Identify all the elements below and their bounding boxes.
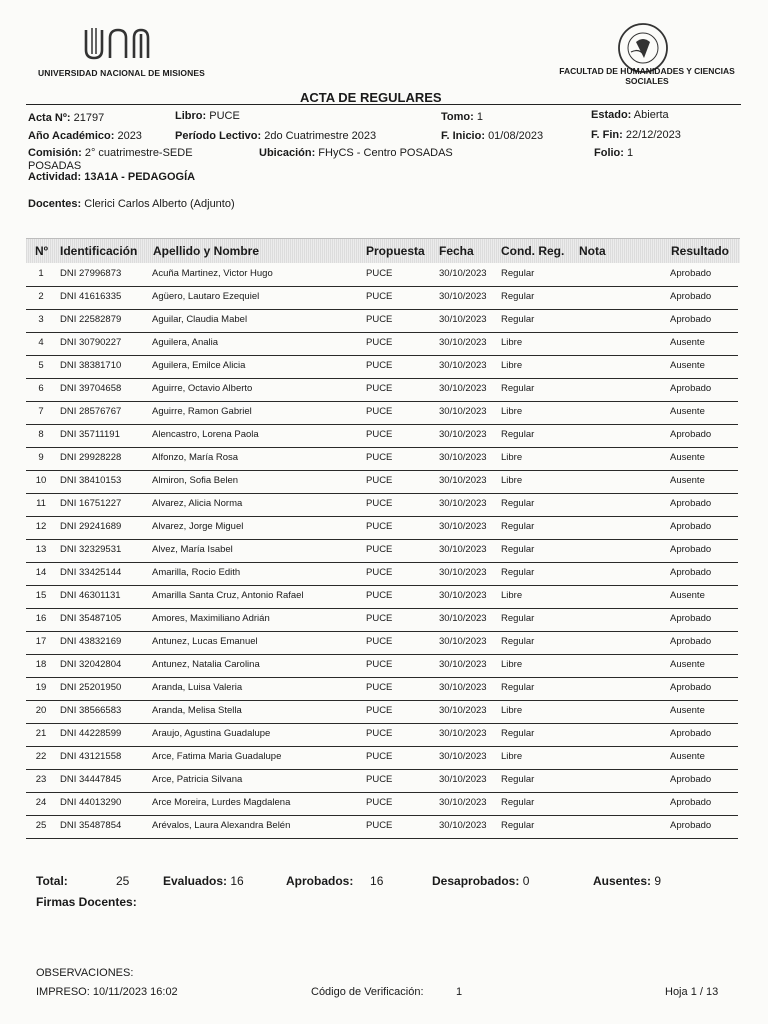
docentes: Docentes: Clerici Carlos Alberto (Adjunto) — [28, 198, 235, 210]
observaciones: OBSERVACIONES: — [36, 967, 134, 979]
row-resultado: Ausente — [670, 751, 705, 762]
row-propuesta: PUCE — [366, 590, 393, 601]
row-identificacion: DNI 30790227 — [60, 337, 122, 348]
row-fecha: 30/10/2023 — [439, 337, 487, 348]
col-header-condicion: Cond. Reg. — [501, 244, 565, 258]
row-condicion: Regular — [501, 521, 535, 532]
row-number: 20 — [35, 705, 47, 716]
row-nombre: Amarilla Santa Cruz, Antonio Rafael — [152, 590, 304, 601]
row-number: 17 — [35, 636, 47, 647]
row-number: 14 — [35, 567, 47, 578]
row-resultado: Aprobado — [670, 544, 712, 555]
row-propuesta: PUCE — [366, 567, 393, 578]
row-nombre: Aguirre, Ramon Gabriel — [152, 406, 252, 417]
row-propuesta: PUCE — [366, 774, 393, 785]
row-condicion: Regular — [501, 636, 535, 647]
row-condicion: Libre — [501, 452, 523, 463]
col-header-fecha: Fecha — [439, 244, 474, 258]
row-resultado: Aprobado — [670, 314, 712, 325]
row-fecha: 30/10/2023 — [439, 544, 487, 555]
anio-academico: Año Académico: 2023 — [28, 130, 142, 142]
row-identificacion: DNI 41616335 — [60, 291, 122, 302]
impreso: IMPRESO: 10/11/2023 16:02 — [36, 986, 178, 998]
row-nombre: Aguilar, Claudia Mabel — [152, 314, 248, 325]
col-header-propuesta: Propuesta — [366, 244, 425, 258]
row-identificacion: DNI 43832169 — [60, 636, 122, 647]
table-row — [26, 654, 738, 678]
row-nombre: Amores, Maximiliano Adrián — [152, 613, 270, 624]
row-identificacion: DNI 22582879 — [60, 314, 122, 325]
row-identificacion: DNI 35711191 — [60, 429, 120, 440]
row-resultado: Aprobado — [670, 429, 712, 440]
col-header-numero: Nº — [35, 244, 49, 258]
row-fecha: 30/10/2023 — [439, 452, 487, 463]
row-fecha: 30/10/2023 — [439, 636, 487, 647]
comision: Comisión: 2° cuatrimestre-SEDE — [28, 147, 193, 159]
row-resultado: Aprobado — [670, 728, 712, 739]
hoja: Hoja 1 / 13 — [665, 986, 719, 998]
col-header-nota: Nota — [579, 244, 606, 258]
desaprobados: Desaprobados: 0 — [432, 874, 530, 888]
row-propuesta: PUCE — [366, 544, 393, 555]
row-nombre: Alvez, María Isabel — [152, 544, 233, 555]
row-number: 5 — [38, 360, 44, 371]
fecha-fin: F. Fin: 22/12/2023 — [591, 129, 681, 141]
row-fecha: 30/10/2023 — [439, 406, 487, 417]
row-nombre: Acuña Martinez, Victor Hugo — [152, 268, 273, 279]
row-resultado: Aprobado — [670, 797, 712, 808]
row-nombre: Aranda, Luisa Valeria — [152, 682, 243, 693]
table-row — [26, 424, 738, 448]
table-row — [26, 677, 738, 701]
table-row — [26, 378, 738, 402]
col-header-resultado: Resultado — [671, 244, 730, 258]
row-number: 10 — [35, 475, 47, 486]
table-row — [26, 700, 738, 724]
row-fecha: 30/10/2023 — [439, 728, 487, 739]
row-propuesta: PUCE — [366, 360, 393, 371]
row-condicion: Regular — [501, 383, 535, 394]
row-number: 24 — [35, 797, 47, 808]
row-nombre: Aguilera, Analia — [152, 337, 219, 348]
document-title: ACTA DE REGULARES — [300, 90, 442, 105]
comision-cont: POSADAS — [28, 160, 82, 172]
row-number: 22 — [35, 751, 47, 762]
row-identificacion: DNI 38566583 — [60, 705, 122, 716]
row-resultado: Aprobado — [670, 291, 712, 302]
row-fecha: 30/10/2023 — [439, 291, 487, 302]
row-propuesta: PUCE — [366, 636, 393, 647]
row-propuesta: PUCE — [366, 682, 393, 693]
row-resultado: Ausente — [670, 452, 705, 463]
row-identificacion: DNI 38381710 — [60, 360, 122, 371]
row-condicion: Regular — [501, 774, 535, 785]
row-identificacion: DNI 16751227 — [60, 498, 122, 509]
row-resultado: Ausente — [670, 590, 705, 601]
table-row — [26, 792, 738, 816]
row-nombre: Alvarez, Alicia Norma — [152, 498, 243, 509]
row-fecha: 30/10/2023 — [439, 659, 487, 670]
row-number: 15 — [35, 590, 47, 601]
row-identificacion: DNI 44228599 — [60, 728, 122, 739]
university-name: UNIVERSIDAD NACIONAL DE MISIONES — [38, 68, 205, 78]
row-identificacion: DNI 29928228 — [60, 452, 122, 463]
row-number: 11 — [36, 498, 46, 509]
row-identificacion: DNI 33425144 — [60, 567, 122, 578]
table-row — [26, 263, 738, 287]
row-condicion: Regular — [501, 613, 535, 624]
folio: Folio: 1 — [594, 147, 634, 159]
table-row — [26, 585, 738, 609]
row-nombre: Arce, Fatima Maria Guadalupe — [152, 751, 282, 762]
row-propuesta: PUCE — [366, 705, 393, 716]
row-propuesta: PUCE — [366, 429, 393, 440]
row-propuesta: PUCE — [366, 820, 393, 831]
row-condicion: Libre — [501, 659, 523, 670]
row-identificacion: DNI 35487105 — [60, 613, 122, 624]
row-propuesta: PUCE — [366, 314, 393, 325]
row-nombre: Arce Moreira, Lurdes Magdalena — [152, 797, 291, 808]
row-number: 1 — [38, 268, 44, 279]
row-fecha: 30/10/2023 — [439, 314, 487, 325]
row-resultado: Aprobado — [670, 383, 712, 394]
row-number: 13 — [35, 544, 47, 555]
col-header-identificacion: Identificación — [60, 244, 138, 258]
row-condicion: Regular — [501, 544, 535, 555]
estado: Estado: Abierta — [591, 109, 669, 121]
ubicacion: Ubicación: FHyCS - Centro POSADAS — [259, 147, 453, 159]
row-identificacion: DNI 32329531 — [60, 544, 122, 555]
row-identificacion: DNI 27996873 — [60, 268, 122, 279]
row-fecha: 30/10/2023 — [439, 774, 487, 785]
row-condicion: Libre — [501, 590, 523, 601]
table-row — [26, 401, 738, 425]
row-fecha: 30/10/2023 — [439, 268, 487, 279]
row-fecha: 30/10/2023 — [439, 360, 487, 371]
table-row — [26, 493, 738, 517]
row-fecha: 30/10/2023 — [439, 567, 487, 578]
table-row — [26, 746, 738, 770]
row-resultado: Aprobado — [670, 613, 712, 624]
row-condicion: Regular — [501, 820, 535, 831]
row-condicion: Regular — [501, 268, 535, 279]
header-divider — [26, 104, 741, 105]
row-resultado: Aprobado — [670, 636, 712, 647]
row-condicion: Libre — [501, 406, 523, 417]
row-identificacion: DNI 35487854 — [60, 820, 122, 831]
row-number: 3 — [38, 314, 44, 325]
row-condicion: Regular — [501, 291, 535, 302]
row-fecha: 30/10/2023 — [439, 820, 487, 831]
fecha-inicio: F. Inicio: 01/08/2023 — [441, 130, 544, 142]
row-propuesta: PUCE — [366, 498, 393, 509]
unam-logo-icon — [80, 24, 160, 64]
row-propuesta: PUCE — [366, 475, 393, 486]
row-resultado: Ausente — [670, 406, 705, 417]
row-fecha: 30/10/2023 — [439, 429, 487, 440]
table-row — [26, 539, 738, 563]
row-number: 4 — [38, 337, 44, 348]
table-row — [26, 562, 738, 586]
row-propuesta: PUCE — [366, 452, 393, 463]
row-identificacion: DNI 38410153 — [60, 475, 122, 486]
libro: Libro: PUCE — [175, 110, 240, 122]
row-number: 9 — [38, 452, 44, 463]
table-row — [26, 355, 738, 379]
row-nombre: Arce, Patricia Silvana — [152, 774, 243, 785]
row-nombre: Agüero, Lautaro Ezequiel — [152, 291, 260, 302]
row-condicion: Regular — [501, 567, 535, 578]
table-row — [26, 608, 738, 632]
evaluados: Evaluados: 16 — [163, 874, 244, 888]
row-identificacion: DNI 34447845 — [60, 774, 122, 785]
row-condicion: Libre — [501, 751, 523, 762]
row-condicion: Libre — [501, 360, 523, 371]
row-fecha: 30/10/2023 — [439, 498, 487, 509]
row-nombre: Arévalos, Laura Alexandra Belén — [152, 820, 291, 831]
row-fecha: 30/10/2023 — [439, 797, 487, 808]
table-row — [26, 815, 738, 839]
row-resultado: Aprobado — [670, 682, 712, 693]
row-condicion: Regular — [501, 314, 535, 325]
row-resultado: Ausente — [670, 705, 705, 716]
row-propuesta: PUCE — [366, 659, 393, 670]
row-resultado: Aprobado — [670, 268, 712, 279]
table-row — [26, 631, 738, 655]
row-resultado: Aprobado — [670, 774, 712, 785]
row-nombre: Antunez, Lucas Emanuel — [152, 636, 258, 647]
row-identificacion: DNI 46301131 — [60, 590, 121, 601]
row-nombre: Araujo, Agustina Guadalupe — [152, 728, 271, 739]
row-fecha: 30/10/2023 — [439, 383, 487, 394]
row-condicion: Regular — [501, 797, 535, 808]
row-identificacion: DNI 29241689 — [60, 521, 122, 532]
row-identificacion: DNI 44013290 — [60, 797, 122, 808]
row-resultado: Ausente — [670, 659, 705, 670]
row-condicion: Libre — [501, 475, 523, 486]
row-fecha: 30/10/2023 — [439, 682, 487, 693]
table-row — [26, 309, 738, 333]
row-condicion: Regular — [501, 682, 535, 693]
row-resultado: Ausente — [670, 337, 705, 348]
row-identificacion: DNI 28576767 — [60, 406, 122, 417]
row-identificacion: DNI 25201950 — [60, 682, 122, 693]
row-fecha: 30/10/2023 — [439, 475, 487, 486]
row-resultado: Aprobado — [670, 498, 712, 509]
table-row — [26, 470, 738, 494]
row-resultado: Aprobado — [670, 521, 712, 532]
row-number: 18 — [35, 659, 47, 670]
row-propuesta: PUCE — [366, 521, 393, 532]
table-row — [26, 723, 738, 747]
faculty-name: FACULTAD DE HUMANIDADES Y CIENCIAS SOCIALES — [559, 66, 735, 86]
row-condicion: Libre — [501, 705, 523, 716]
row-number: 21 — [35, 728, 47, 739]
row-fecha: 30/10/2023 — [439, 590, 487, 601]
row-nombre: Alencastro, Lorena Paola — [152, 429, 259, 440]
table-row — [26, 516, 738, 540]
col-header-nombre: Apellido y Nombre — [153, 244, 260, 258]
row-nombre: Amarilla, Rocio Edith — [152, 567, 241, 578]
row-number: 12 — [35, 521, 47, 532]
row-nombre: Antunez, Natalia Carolina — [152, 659, 260, 670]
table-row — [26, 769, 738, 793]
row-number: 19 — [35, 682, 47, 693]
row-propuesta: PUCE — [366, 613, 393, 624]
row-condicion: Regular — [501, 429, 535, 440]
row-propuesta: PUCE — [366, 383, 393, 394]
row-number: 23 — [35, 774, 47, 785]
row-condicion: Regular — [501, 728, 535, 739]
row-resultado: Aprobado — [670, 820, 712, 831]
acta-number: Acta Nº: 21797 — [28, 112, 105, 124]
row-condicion: Libre — [501, 337, 523, 348]
row-propuesta: PUCE — [366, 406, 393, 417]
row-resultado: Ausente — [670, 360, 705, 371]
row-resultado: Ausente — [670, 475, 705, 486]
table-row — [26, 286, 738, 310]
firmas-docentes: Firmas Docentes: — [36, 895, 137, 909]
row-identificacion: DNI 32042804 — [60, 659, 122, 670]
row-propuesta: PUCE — [366, 797, 393, 808]
row-number: 6 — [38, 383, 44, 394]
row-nombre: Alvarez, Jorge Miguel — [152, 521, 244, 532]
row-nombre: Aranda, Melisa Stella — [152, 705, 242, 716]
row-identificacion: DNI 39704658 — [60, 383, 122, 394]
row-fecha: 30/10/2023 — [439, 705, 487, 716]
codigo-verificacion: Código de Verificación: 1 — [311, 986, 463, 998]
row-number: 16 — [35, 613, 47, 624]
table-row — [26, 332, 738, 356]
row-nombre: Alfonzo, María Rosa — [152, 452, 239, 463]
total: Total: 25 — [36, 874, 130, 888]
row-propuesta: PUCE — [366, 268, 393, 279]
periodo-lectivo: Período Lectivo: 2do Cuatrimestre 2023 — [175, 130, 377, 142]
row-number: 2 — [38, 291, 44, 302]
row-nombre: Aguirre, Octavio Alberto — [152, 383, 253, 394]
row-nombre: Aguilera, Emilce Alicia — [152, 360, 246, 371]
row-identificacion: DNI 43121558 — [60, 751, 122, 762]
tomo: Tomo: 1 — [441, 111, 483, 123]
aprobados: Aprobados: 16 — [286, 874, 384, 888]
row-condicion: Regular — [501, 498, 535, 509]
row-number: 25 — [35, 820, 47, 831]
row-fecha: 30/10/2023 — [439, 521, 487, 532]
actividad: Actividad: 13A1A - PEDAGOGÍA — [28, 171, 196, 183]
row-number: 8 — [38, 429, 44, 440]
row-fecha: 30/10/2023 — [439, 751, 487, 762]
row-number: 7 — [38, 406, 44, 417]
row-propuesta: PUCE — [366, 751, 393, 762]
row-fecha: 30/10/2023 — [439, 613, 487, 624]
row-propuesta: PUCE — [366, 337, 393, 348]
row-resultado: Aprobado — [670, 567, 712, 578]
row-propuesta: PUCE — [366, 728, 393, 739]
table-row — [26, 447, 738, 471]
row-propuesta: PUCE — [366, 291, 393, 302]
row-nombre: Almiron, Sofia Belen — [152, 475, 239, 486]
ausentes: Ausentes: 9 — [593, 874, 662, 888]
